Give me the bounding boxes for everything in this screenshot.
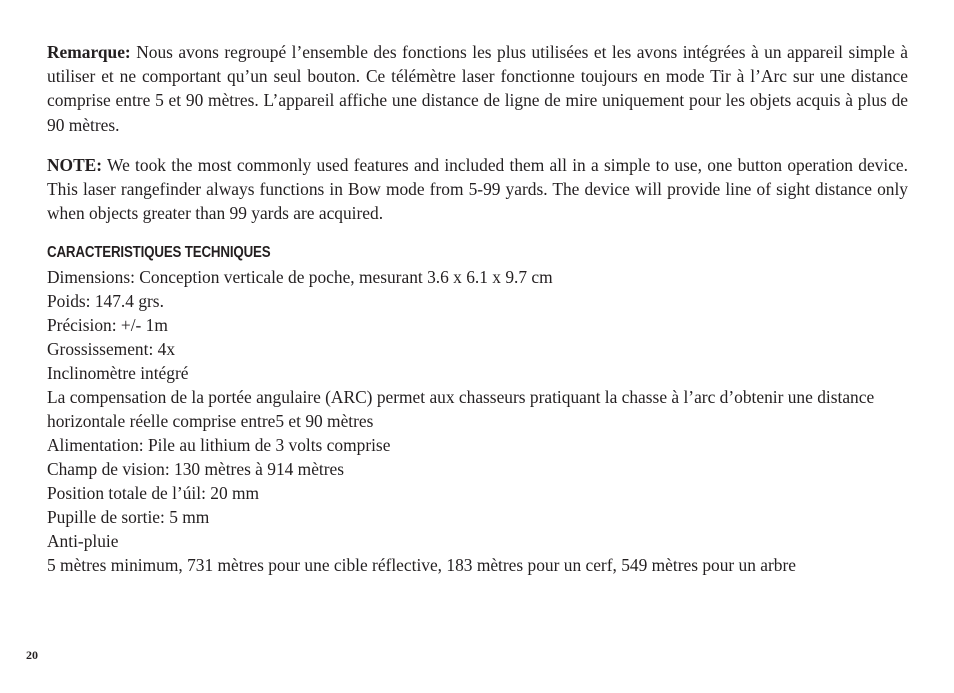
remarque-label: Remarque: — [47, 42, 131, 62]
note-paragraph — [47, 153, 908, 226]
spec-item-power: Alimentation: Pile au lithium de 3 volts comprise — [47, 435, 391, 456]
spec-item-magnification: Grossissement: 4x — [47, 339, 176, 360]
spec-item-inclinometer: Inclinomètre intégré — [47, 363, 189, 384]
document-page — [47, 40, 908, 577]
page-number: 20 — [26, 648, 38, 662]
spec-item-dimensions: Dimensions: Conception verticale de poche, mesurant 3.6 x 6.1 x 9.7 cm — [47, 267, 553, 288]
remarque-text: Nous avons regroupé l’ensemble des fonctions les plus utilisées et les avons intégrées à un appareil simple à utiliser et ne comportant qu’un seul bouton. Ce télémètre laser fonctionne toujours en mode Tir à l’Arc sur une distance comprise entre 5 et 90 mètres. L’appareil affiche une distance de ligne de mire uniquement pour les objets acquis à plus de 90 mètres. — [47, 42, 908, 135]
spec-item-exit-pupil: Pupille de sortie: 5 mm — [47, 507, 210, 528]
specs-heading: CARACTERISTIQUES TECHNIQUES — [47, 244, 271, 262]
spec-item-field-of-view: Champ de vision: 130 mètres à 914 mètres — [47, 459, 345, 480]
note-label: NOTE: — [47, 154, 103, 175]
spec-item-rainproof: Anti-pluie — [47, 531, 119, 552]
spec-item-arc-compensation: La compensation de la portée angulaire (ARC) permet aux chasseurs pratiquant la chasse à l’arc d’obtenir une distance horizontale réelle comprise entre5 et 90 mètres — [47, 387, 875, 432]
remarque-paragraph — [47, 40, 908, 137]
spec-item-eye-relief: Position totale de l’úil: 20 mm — [47, 483, 260, 504]
spec-item-range: 5 mètres minimum, 731 mètres pour une cible réflective, 183 mètres pour un cerf, 549 mètres pour un arbre — [47, 555, 797, 576]
spec-item-weight: Poids: 147.4 grs. — [47, 291, 164, 312]
spec-item-precision: Précision: +/- 1m — [47, 315, 168, 336]
specs-list — [47, 265, 908, 577]
note-text: We took the most commonly used features and included them all in a simple to use, one button operation device. This laser rangefinder always functions in Bow mode from 5-99 yards. The device will provide line of sight distance only when objects greater than 99 yards are acquired. — [47, 154, 908, 224]
